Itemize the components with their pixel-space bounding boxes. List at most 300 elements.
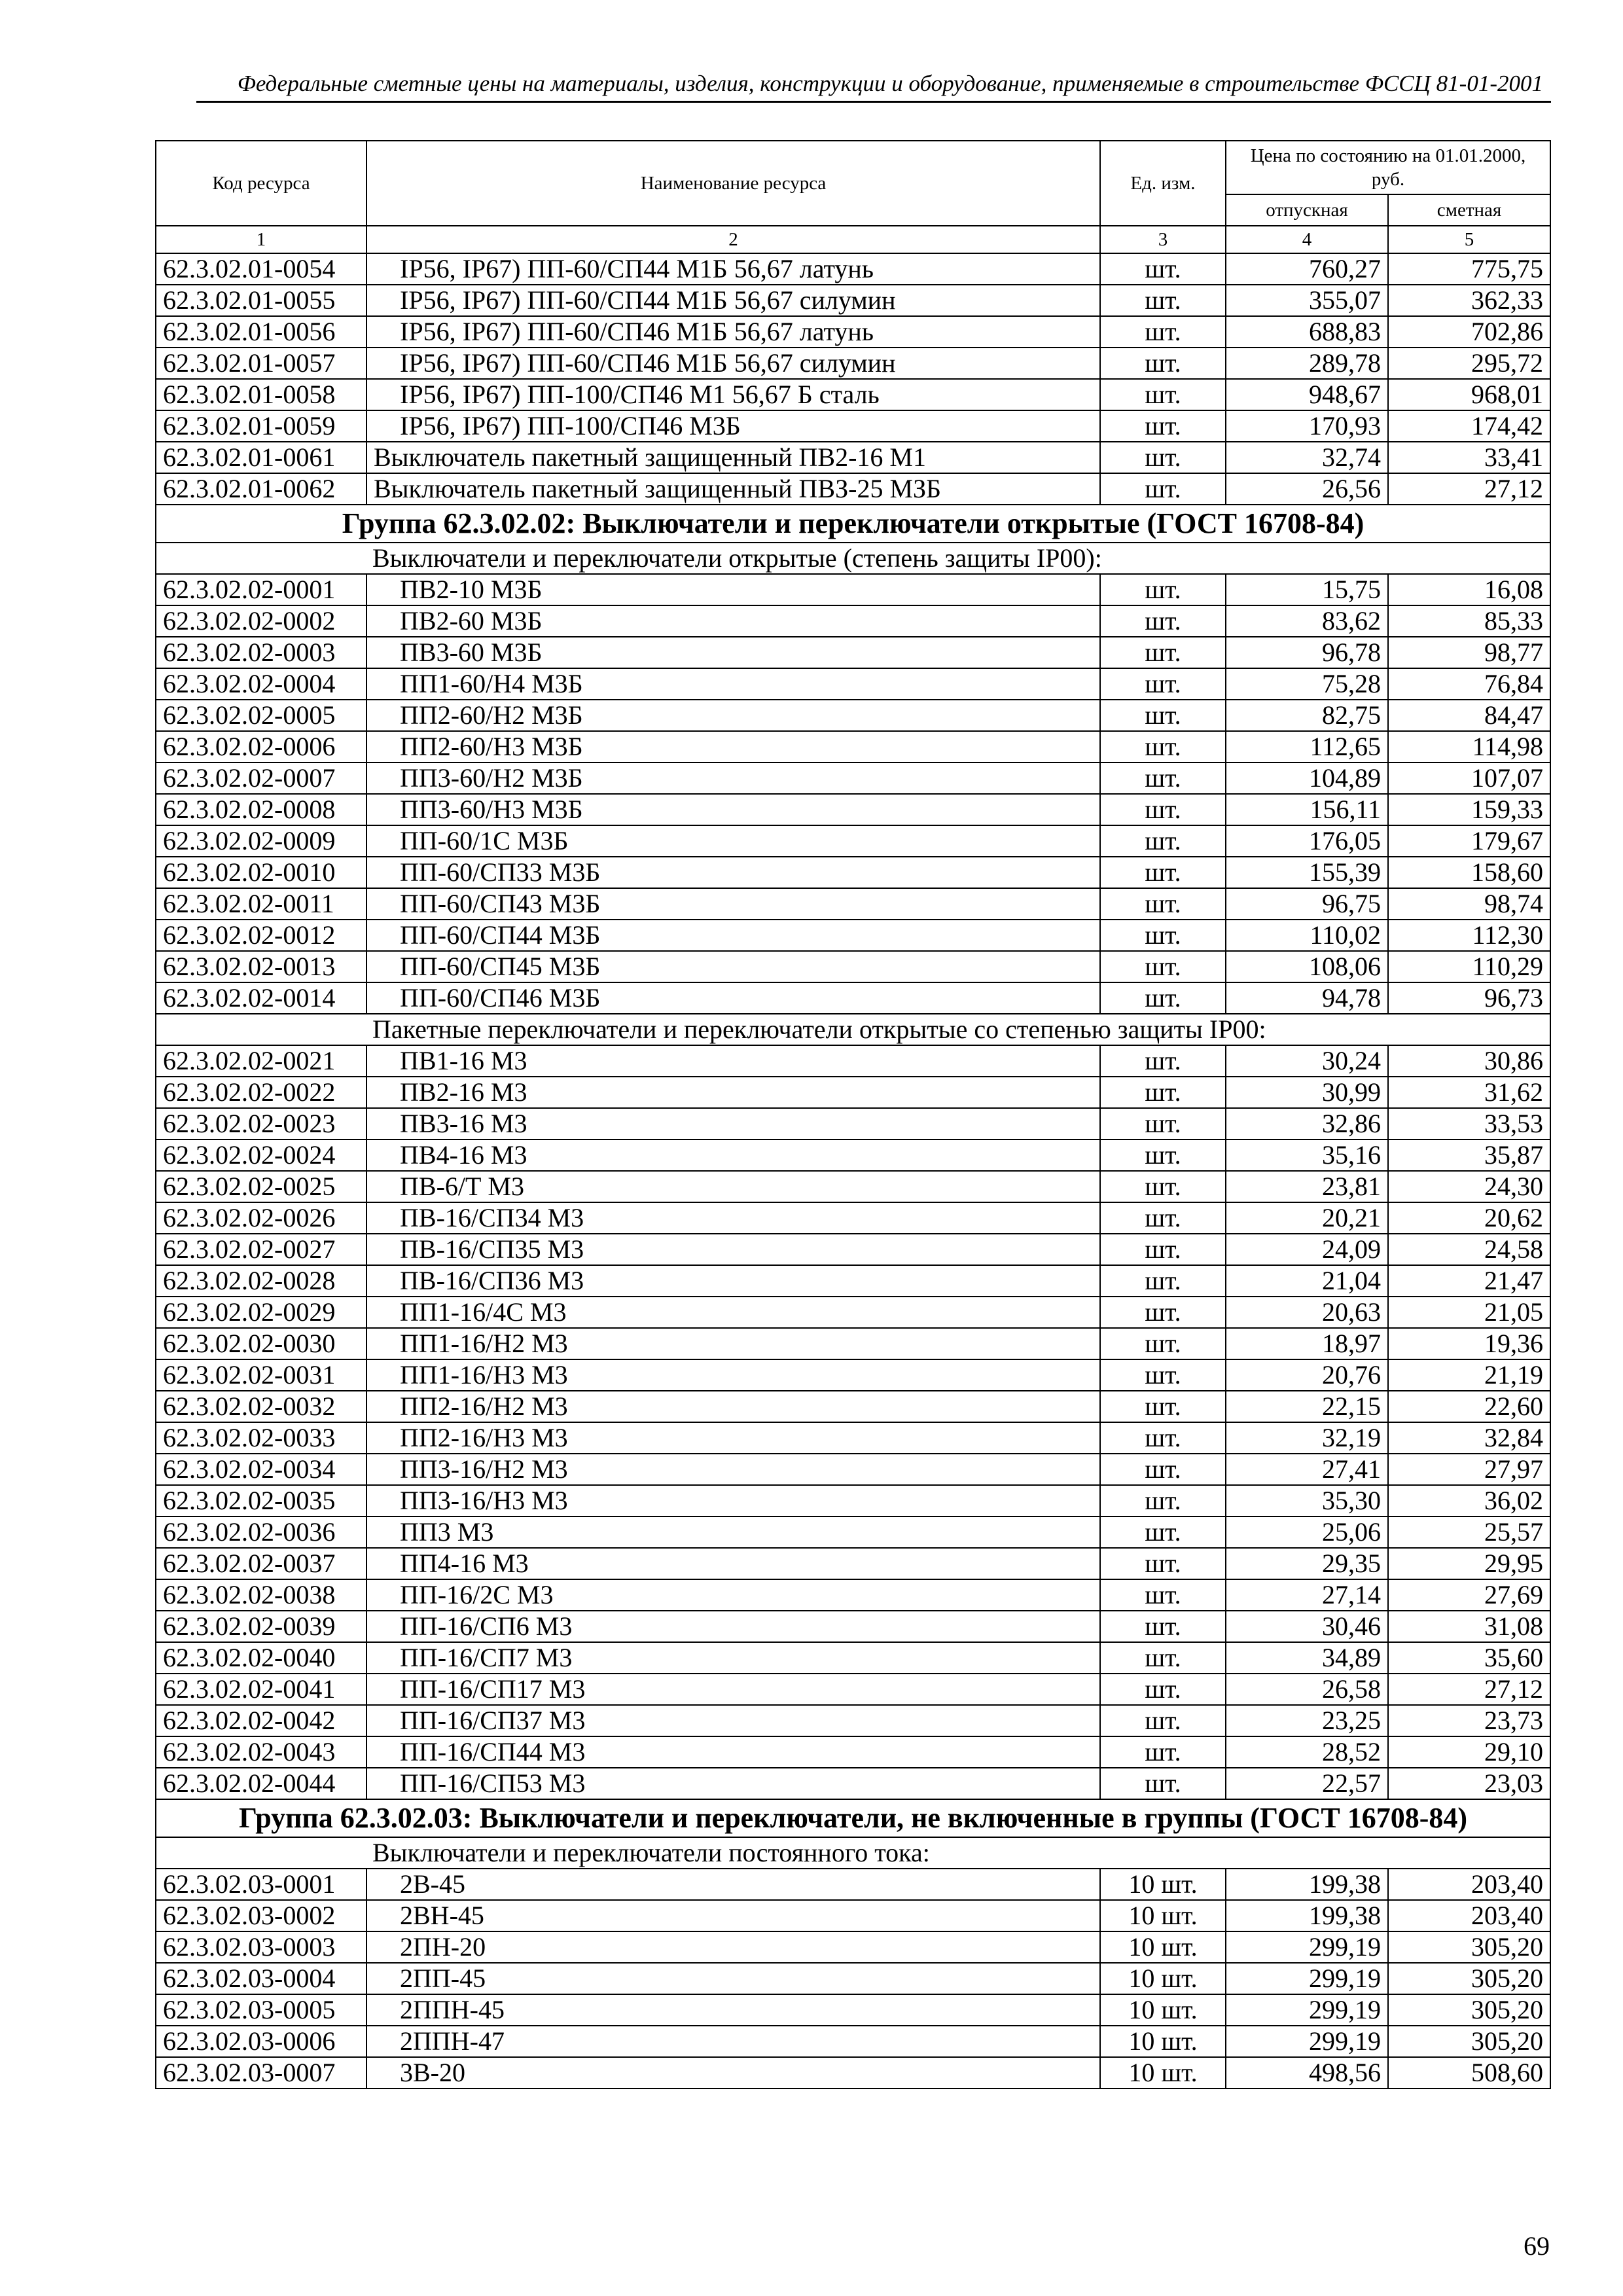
estimate-price: 31,08 (1388, 1611, 1550, 1642)
resource-name: ПП-16/СП44 М3 (366, 1736, 1100, 1768)
resource-code: 62.3.02.03-0007 (156, 2057, 366, 2089)
table-row (156, 1297, 1550, 1328)
subheader: Выключатели и переключатели постоянного тока: (156, 1837, 1550, 1869)
unit: шт. (1100, 1234, 1226, 1265)
subheader-row (156, 1837, 1550, 1869)
resource-code: 62.3.02.03-0005 (156, 1994, 366, 2026)
unit: шт. (1100, 794, 1226, 825)
resource-code: 62.3.02.02-0005 (156, 700, 366, 731)
estimate-price: 27,12 (1388, 473, 1550, 505)
resource-code: 62.3.02.02-0038 (156, 1579, 366, 1611)
table-row (156, 1328, 1550, 1359)
release-price: 24,09 (1226, 1234, 1388, 1265)
resource-name: ПП-16/СП7 М3 (366, 1642, 1100, 1674)
unit: шт. (1100, 285, 1226, 316)
release-price: 26,56 (1226, 473, 1388, 505)
resource-name: ПВ-16/СП36 М3 (366, 1265, 1100, 1297)
estimate-price: 305,20 (1388, 1994, 1550, 2026)
resource-code: 62.3.02.02-0022 (156, 1077, 366, 1108)
table-row (156, 253, 1550, 285)
release-price: 948,67 (1226, 379, 1388, 410)
estimate-price: 31,62 (1388, 1077, 1550, 1108)
col-number: 5 (1388, 226, 1550, 253)
resource-code: 62.3.02.02-0042 (156, 1705, 366, 1736)
table-row (156, 1234, 1550, 1265)
release-price: 32,19 (1226, 1422, 1388, 1454)
table-row (156, 1045, 1550, 1077)
resource-name: ПВ3-60 М3Б (366, 637, 1100, 668)
header-row (156, 141, 1550, 194)
estimate-price: 96,73 (1388, 982, 1550, 1014)
subheader-row (156, 1014, 1550, 1045)
resource-name: ПВ2-10 М3Б (366, 574, 1100, 605)
estimate-price: 114,98 (1388, 731, 1550, 762)
unit: шт. (1100, 1202, 1226, 1234)
resource-code: 62.3.02.02-0031 (156, 1359, 366, 1391)
unit: шт. (1100, 1485, 1226, 1516)
resource-name: IP56, IP67) ПП-60/СП44 М1Б 56,67 силумин (366, 285, 1100, 316)
resource-name: 2ППН-45 (366, 1994, 1100, 2026)
table-row (156, 1391, 1550, 1422)
resource-code: 62.3.02.01-0061 (156, 442, 366, 473)
unit: шт. (1100, 1045, 1226, 1077)
release-price: 83,62 (1226, 605, 1388, 637)
estimate-price: 35,60 (1388, 1642, 1550, 1674)
unit: 10 шт. (1100, 2057, 1226, 2089)
resource-name: ПП-60/СП46 М3Б (366, 982, 1100, 1014)
group-title-row (156, 1799, 1550, 1837)
resource-name: 2В-45 (366, 1869, 1100, 1900)
col-number: 3 (1100, 226, 1226, 253)
resource-code: 62.3.02.02-0003 (156, 637, 366, 668)
resource-name: ПВ1-16 М3 (366, 1045, 1100, 1077)
release-price: 760,27 (1226, 253, 1388, 285)
resource-name: ПВ4-16 М3 (366, 1139, 1100, 1171)
estimate-price: 19,36 (1388, 1328, 1550, 1359)
resource-code: 62.3.02.02-0006 (156, 731, 366, 762)
group-title: Группа 62.3.02.03: Выключатели и переключатели, не включенные в группы (ГОСТ 16708-84) (156, 1799, 1550, 1837)
unit: шт. (1100, 1736, 1226, 1768)
resource-code: 62.3.02.02-0036 (156, 1516, 366, 1548)
unit: 10 шт. (1100, 1963, 1226, 1994)
unit: шт. (1100, 605, 1226, 637)
release-price: 32,86 (1226, 1108, 1388, 1139)
resource-name: ПП3 М3 (366, 1516, 1100, 1548)
resource-code: 62.3.02.02-0039 (156, 1611, 366, 1642)
unit: шт. (1100, 574, 1226, 605)
estimate-price: 508,60 (1388, 2057, 1550, 2089)
resource-code: 62.3.02.02-0002 (156, 605, 366, 637)
resource-name: ПП1-16/Н2 М3 (366, 1328, 1100, 1359)
unit: шт. (1100, 1454, 1226, 1485)
table-row (156, 285, 1550, 316)
estimate-price: 32,84 (1388, 1422, 1550, 1454)
estimate-price: 30,86 (1388, 1045, 1550, 1077)
resource-code: 62.3.02.03-0002 (156, 1900, 366, 1931)
table-row (156, 442, 1550, 473)
release-price: 15,75 (1226, 574, 1388, 605)
table-row (156, 1869, 1550, 1900)
col-header-release: отпускная (1226, 194, 1388, 226)
unit: 10 шт. (1100, 1869, 1226, 1900)
resource-name: IP56, IP67) ПП-60/СП46 М1Б 56,67 латунь (366, 316, 1100, 348)
release-price: 26,58 (1226, 1674, 1388, 1705)
resource-name: ПП-16/СП37 М3 (366, 1705, 1100, 1736)
estimate-price: 21,05 (1388, 1297, 1550, 1328)
unit: шт. (1100, 951, 1226, 982)
release-price: 22,57 (1226, 1768, 1388, 1799)
table-row (156, 731, 1550, 762)
release-price: 21,04 (1226, 1265, 1388, 1297)
resource-code: 62.3.02.02-0021 (156, 1045, 366, 1077)
resource-name: 2ППН-47 (366, 2026, 1100, 2057)
estimate-price: 305,20 (1388, 1931, 1550, 1963)
resource-name: ПП-60/СП45 М3Б (366, 951, 1100, 982)
table-row (156, 1202, 1550, 1234)
release-price: 299,19 (1226, 2026, 1388, 2057)
release-price: 27,41 (1226, 1454, 1388, 1485)
resource-name: ПП4-16 М3 (366, 1548, 1100, 1579)
table-row (156, 1674, 1550, 1705)
release-price: 108,06 (1226, 951, 1388, 982)
resource-code: 62.3.02.02-0037 (156, 1548, 366, 1579)
resource-code: 62.3.02.02-0009 (156, 825, 366, 857)
unit: шт. (1100, 1642, 1226, 1674)
estimate-price: 203,40 (1388, 1869, 1550, 1900)
estimate-price: 16,08 (1388, 574, 1550, 605)
release-price: 35,16 (1226, 1139, 1388, 1171)
resource-code: 62.3.02.02-0044 (156, 1768, 366, 1799)
unit: шт. (1100, 1297, 1226, 1328)
release-price: 299,19 (1226, 1931, 1388, 1963)
resource-name: ПВ-16/СП35 М3 (366, 1234, 1100, 1265)
table-row (156, 1359, 1550, 1391)
table-row (156, 348, 1550, 379)
table-row (156, 1579, 1550, 1611)
resource-code: 62.3.02.02-0033 (156, 1422, 366, 1454)
resource-name: 2ПН-20 (366, 1931, 1100, 1963)
unit: шт. (1100, 762, 1226, 794)
release-price: 155,39 (1226, 857, 1388, 888)
unit: шт. (1100, 1579, 1226, 1611)
estimate-price: 20,62 (1388, 1202, 1550, 1234)
unit: шт. (1100, 379, 1226, 410)
unit: шт. (1100, 1768, 1226, 1799)
estimate-price: 35,87 (1388, 1139, 1550, 1171)
unit: шт. (1100, 1674, 1226, 1705)
col-number: 4 (1226, 226, 1388, 253)
subheader-row (156, 543, 1550, 574)
resource-code: 62.3.02.02-0024 (156, 1139, 366, 1171)
running-header: Федеральные сметные цены на материалы, изделия, конструкции и оборудование, применяемые в строительстве ФССЦ 81-01-2001 (237, 71, 1543, 96)
release-price: 110,02 (1226, 920, 1388, 951)
unit: шт. (1100, 253, 1226, 285)
unit: шт. (1100, 1108, 1226, 1139)
resource-code: 62.3.02.02-0030 (156, 1328, 366, 1359)
unit: шт. (1100, 1422, 1226, 1454)
resource-code: 62.3.02.02-0040 (156, 1642, 366, 1674)
release-price: 28,52 (1226, 1736, 1388, 1768)
release-price: 104,89 (1226, 762, 1388, 794)
estimate-price: 36,02 (1388, 1485, 1550, 1516)
unit: шт. (1100, 1171, 1226, 1202)
estimate-price: 33,41 (1388, 442, 1550, 473)
resource-name: ПП2-16/Н3 М3 (366, 1422, 1100, 1454)
resource-name: ПП2-60/Н3 М3Б (366, 731, 1100, 762)
unit: шт. (1100, 857, 1226, 888)
resource-name: ПП3-60/Н2 М3Б (366, 762, 1100, 794)
release-price: 30,24 (1226, 1045, 1388, 1077)
unit: шт. (1100, 1705, 1226, 1736)
resource-code: 62.3.02.02-0007 (156, 762, 366, 794)
resource-code: 62.3.02.03-0003 (156, 1931, 366, 1963)
resource-name: ПП-16/СП53 М3 (366, 1768, 1100, 1799)
resource-name: 2ВН-45 (366, 1900, 1100, 1931)
table-row (156, 857, 1550, 888)
resource-code: 62.3.02.01-0057 (156, 348, 366, 379)
table-row (156, 1611, 1550, 1642)
release-price: 25,06 (1226, 1516, 1388, 1548)
resource-name: IP56, IP67) ПП-100/СП46 М3Б (366, 410, 1100, 442)
subheader: Пакетные переключатели и переключатели открытые со степенью защиты IP00: (156, 1014, 1550, 1045)
release-price: 498,56 (1226, 2057, 1388, 2089)
table-row (156, 1516, 1550, 1548)
resource-name: Выключатель пакетный защищенный ПВ2-16 М1 (366, 442, 1100, 473)
unit: 10 шт. (1100, 1931, 1226, 1963)
resource-code: 62.3.02.02-0014 (156, 982, 366, 1014)
release-price: 32,74 (1226, 442, 1388, 473)
resource-code: 62.3.02.03-0006 (156, 2026, 366, 2057)
resource-name: ПВ-16/СП34 М3 (366, 1202, 1100, 1234)
resource-code: 62.3.02.02-0043 (156, 1736, 366, 1768)
table-row (156, 1931, 1550, 1963)
table-row (156, 637, 1550, 668)
unit: шт. (1100, 1611, 1226, 1642)
release-price: 27,14 (1226, 1579, 1388, 1611)
resource-code: 62.3.02.02-0034 (156, 1454, 366, 1485)
release-price: 299,19 (1226, 1994, 1388, 2026)
unit: шт. (1100, 731, 1226, 762)
resource-name: Выключатель пакетный защищенный ПВЗ-25 МЗБ (366, 473, 1100, 505)
estimate-price: 24,58 (1388, 1234, 1550, 1265)
table-row (156, 2026, 1550, 2057)
estimate-price: 76,84 (1388, 668, 1550, 700)
resource-name: IP56, IP67) ПП-60/СП46 М1Б 56,67 силумин (366, 348, 1100, 379)
resource-code: 62.3.02.02-0012 (156, 920, 366, 951)
estimate-price: 112,30 (1388, 920, 1550, 951)
table-row (156, 574, 1550, 605)
table-row (156, 1548, 1550, 1579)
table-row (156, 1077, 1550, 1108)
resource-name: ПП1-16/4С М3 (366, 1297, 1100, 1328)
col-number: 2 (366, 226, 1100, 253)
table-row (156, 1171, 1550, 1202)
table-row (156, 1900, 1550, 1931)
release-price: 176,05 (1226, 825, 1388, 857)
estimate-price: 702,86 (1388, 316, 1550, 348)
release-price: 30,46 (1226, 1611, 1388, 1642)
unit: шт. (1100, 316, 1226, 348)
resource-code: 62.3.02.01-0062 (156, 473, 366, 505)
estimate-price: 27,12 (1388, 1674, 1550, 1705)
unit: шт. (1100, 1359, 1226, 1391)
table-row (156, 1422, 1550, 1454)
release-price: 289,78 (1226, 348, 1388, 379)
table-row (156, 473, 1550, 505)
release-price: 35,30 (1226, 1485, 1388, 1516)
unit: шт. (1100, 1265, 1226, 1297)
resource-code: 62.3.02.01-0059 (156, 410, 366, 442)
release-price: 96,78 (1226, 637, 1388, 668)
table-row (156, 1454, 1550, 1485)
unit: шт. (1100, 1328, 1226, 1359)
unit: шт. (1100, 1516, 1226, 1548)
table-row (156, 951, 1550, 982)
header-rule (196, 101, 1551, 103)
estimate-price: 27,69 (1388, 1579, 1550, 1611)
resource-code: 62.3.02.02-0011 (156, 888, 366, 920)
table-row (156, 825, 1550, 857)
resource-name: ПП1-60/Н4 М3Б (366, 668, 1100, 700)
release-price: 20,21 (1226, 1202, 1388, 1234)
release-price: 30,99 (1226, 1077, 1388, 1108)
estimate-price: 29,10 (1388, 1736, 1550, 1768)
table-row (156, 668, 1550, 700)
table-row (156, 605, 1550, 637)
resource-code: 62.3.02.01-0055 (156, 285, 366, 316)
estimate-price: 158,60 (1388, 857, 1550, 888)
estimate-price: 179,67 (1388, 825, 1550, 857)
release-price: 688,83 (1226, 316, 1388, 348)
release-price: 23,25 (1226, 1705, 1388, 1736)
unit: шт. (1100, 668, 1226, 700)
resource-name: 3В-20 (366, 2057, 1100, 2089)
estimate-price: 23,73 (1388, 1705, 1550, 1736)
release-price: 29,35 (1226, 1548, 1388, 1579)
unit: шт. (1100, 442, 1226, 473)
resource-code: 62.3.02.02-0025 (156, 1171, 366, 1202)
resource-name: ПП-60/СП33 М3Б (366, 857, 1100, 888)
table-row (156, 1485, 1550, 1516)
subheader: Выключатели и переключатели открытые (степень защиты IP00): (156, 543, 1550, 574)
col-number: 1 (156, 226, 366, 253)
resource-name: ПП-60/СП44 М3Б (366, 920, 1100, 951)
estimate-price: 203,40 (1388, 1900, 1550, 1931)
release-price: 96,75 (1226, 888, 1388, 920)
estimate-price: 968,01 (1388, 379, 1550, 410)
unit: шт. (1100, 473, 1226, 505)
column-numbers-row (156, 226, 1550, 253)
resource-name: ПВ-6/Т М3 (366, 1171, 1100, 1202)
col-header-code: Код ресурса (156, 141, 366, 226)
estimate-price: 21,19 (1388, 1359, 1550, 1391)
table-row (156, 410, 1550, 442)
price-table (155, 140, 1551, 2089)
resource-code: 62.3.02.02-0028 (156, 1265, 366, 1297)
release-price: 199,38 (1226, 1869, 1388, 1900)
table-row (156, 1736, 1550, 1768)
estimate-price: 362,33 (1388, 285, 1550, 316)
release-price: 156,11 (1226, 794, 1388, 825)
resource-name: 2ПП-45 (366, 1963, 1100, 1994)
estimate-price: 23,03 (1388, 1768, 1550, 1799)
resource-name: IP56, IP67) ПП-60/СП44 М1Б 56,67 латунь (366, 253, 1100, 285)
estimate-price: 110,29 (1388, 951, 1550, 982)
estimate-price: 25,57 (1388, 1516, 1550, 1548)
resource-name: ПП-60/СП43 М3Б (366, 888, 1100, 920)
estimate-price: 107,07 (1388, 762, 1550, 794)
release-price: 22,15 (1226, 1391, 1388, 1422)
resource-code: 62.3.02.02-0001 (156, 574, 366, 605)
unit: шт. (1100, 1139, 1226, 1171)
unit: 10 шт. (1100, 2026, 1226, 2057)
table-row (156, 1642, 1550, 1674)
resource-name: ПВ3-16 М3 (366, 1108, 1100, 1139)
unit: 10 шт. (1100, 1900, 1226, 1931)
unit: шт. (1100, 410, 1226, 442)
estimate-price: 98,77 (1388, 637, 1550, 668)
resource-code: 62.3.02.02-0027 (156, 1234, 366, 1265)
resource-code: 62.3.02.01-0056 (156, 316, 366, 348)
resource-name: ПП1-16/Н3 М3 (366, 1359, 1100, 1391)
table-row (156, 762, 1550, 794)
col-header-price: Цена по состоянию на 01.01.2000, руб. (1226, 141, 1550, 194)
table-row (156, 316, 1550, 348)
resource-code: 62.3.02.02-0010 (156, 857, 366, 888)
resource-code: 62.3.02.02-0041 (156, 1674, 366, 1705)
resource-code: 62.3.02.03-0004 (156, 1963, 366, 1994)
unit: шт. (1100, 920, 1226, 951)
resource-code: 62.3.02.02-0029 (156, 1297, 366, 1328)
estimate-price: 775,75 (1388, 253, 1550, 285)
estimate-price: 295,72 (1388, 348, 1550, 379)
release-price: 18,97 (1226, 1328, 1388, 1359)
unit: шт. (1100, 1391, 1226, 1422)
estimate-price: 84,47 (1388, 700, 1550, 731)
resource-code: 62.3.02.02-0004 (156, 668, 366, 700)
resource-name: ПП2-16/Н2 М3 (366, 1391, 1100, 1422)
resource-code: 62.3.02.01-0058 (156, 379, 366, 410)
resource-code: 62.3.02.02-0008 (156, 794, 366, 825)
resource-code: 62.3.02.02-0013 (156, 951, 366, 982)
unit: шт. (1100, 1548, 1226, 1579)
table-row (156, 1108, 1550, 1139)
resource-name: IP56, IP67) ПП-100/СП46 М1 56,67 Б сталь (366, 379, 1100, 410)
resource-name: ПП-60/1С М3Б (366, 825, 1100, 857)
group-title-row (156, 505, 1550, 543)
release-price: 170,93 (1226, 410, 1388, 442)
unit: шт. (1100, 888, 1226, 920)
release-price: 199,38 (1226, 1900, 1388, 1931)
estimate-price: 305,20 (1388, 2026, 1550, 2057)
table-row (156, 700, 1550, 731)
resource-name: ПП-16/СП17 М3 (366, 1674, 1100, 1705)
release-price: 23,81 (1226, 1171, 1388, 1202)
release-price: 34,89 (1226, 1642, 1388, 1674)
unit: шт. (1100, 982, 1226, 1014)
estimate-price: 29,95 (1388, 1548, 1550, 1579)
estimate-price: 33,53 (1388, 1108, 1550, 1139)
estimate-price: 27,97 (1388, 1454, 1550, 1485)
resource-code: 62.3.02.03-0001 (156, 1869, 366, 1900)
estimate-price: 24,30 (1388, 1171, 1550, 1202)
table-row (156, 888, 1550, 920)
release-price: 75,28 (1226, 668, 1388, 700)
release-price: 355,07 (1226, 285, 1388, 316)
unit: шт. (1100, 1077, 1226, 1108)
table-row (156, 1265, 1550, 1297)
unit: шт. (1100, 825, 1226, 857)
